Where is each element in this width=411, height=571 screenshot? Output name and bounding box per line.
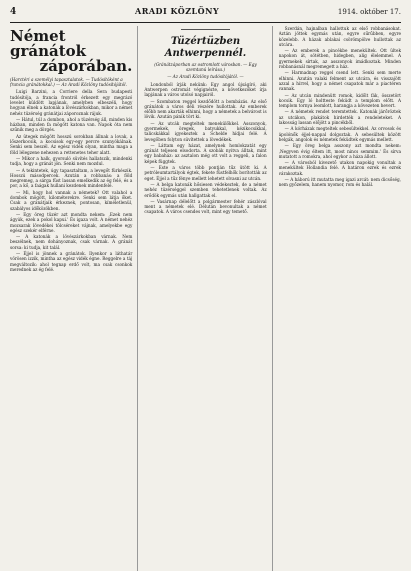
column-3 xyxy=(279,26,401,571)
article-3-paragraph: — A németek rendet teremtettek. Katonák járőröztek az utcákon, plakátok hirdették a rendeleteket. A lakosság lassan előjött a pincékből. xyxy=(278,109,401,126)
article-1-paragraph: — Hátul, túl a dombon, ahol a tüzérség áll, minden kis házban, minden fa mögött katona van. Napok óta nem szűnik meg a dörgés. xyxy=(10,116,133,133)
article-2-paragraph: — Este a város több pontján tűz ütött ki. A petróleumtartályok égtek, fekete füstfelhők borították az eget. Éjjel a tűz fénye mellett lehetett olvasni az utcán. xyxy=(144,165,267,181)
article-1-heading-line-2: záporában. xyxy=(39,57,133,75)
article-1-paragraph: — Éjjel is jönnek a gránátok. Ilyenkor a láthatár vörösen izzik, mintha az egész vidék égne. Reggelre a táj megváltozik: ahol tegnap erdő volt, ma csak csonkok merednek az ég felé. xyxy=(10,251,133,272)
article-1-heading-line-1: Német gránátok xyxy=(10,27,87,60)
article-2-subtitle: (Gránátzáporban az ostromlott városban. — Egy szemtanú leírása.) xyxy=(154,62,257,73)
article-1-paragraph: — A katonák a lövészárkokban várnak. Nem beszélnek, nem dohányoznak, csak várnak. A gránát sorsa: ki tudja, kit talál. xyxy=(10,234,133,250)
article-3-paragraph: — A kórházak megteltek sebesültekkel. Az orvosok és ápolónők éjjel-nappal dolgoztak. A sebesültek között belgák, angolok és németek feküdtek egymás mellett. xyxy=(278,126,401,142)
article-2-heading: Tüzértüzben Antwerpennél. xyxy=(164,36,247,59)
article-2-paragraph: — A belga katonák hősiesen védekeztek, de a német nehéz tüzérséggel szemben tehetetlenek voltak. Az erődök egymás után hallgattak el. xyxy=(144,181,267,198)
divider xyxy=(181,29,230,30)
issue-date: 1914. október 17. xyxy=(337,8,401,16)
article-2-paragraph: Londonból írják nekünk: Egy angol újságíró, aki Antwerpen ostromát végignézte, a következőket írja lapjának a város utolsó napjairól. xyxy=(144,81,267,98)
article-2-paragraph: — Szombaton reggel kezdődött a bombázás. Az első gránátok a város déli részére hullottak. Az emberek előbb nem akarták elhinni, hogy a németek a belvárost is lövik. Azután pánik tört ki. xyxy=(144,98,267,120)
column-2 xyxy=(144,26,272,571)
article-3-paragraph: — Egy öreg belga asszony azt mondta nekem: ,Negyven évig éltem itt, most nincs semmim.' És sírva mutatott a romokra, ahol egykor a háza állott. xyxy=(278,143,401,159)
column-1 xyxy=(10,26,138,571)
article-2-paragraph: — Vasárnap délelőtt a polgármester fehér zászlóval ment a németek elé. Délután bevonultak a német csapatok. A város csendes volt, mint egy temető. xyxy=(144,198,267,215)
article-1-paragraph: — A tekintetek, úgy tapasztaltam, a levegőt fürkészik. Hosszú másodpercek. Azután a robbanás: a föld megremeg, a sárga füst lassan emelkedik az ég felé, és a por, a kő, a faágak hullani kezdenek mindenfelé. xyxy=(10,167,133,189)
columns xyxy=(10,26,401,571)
article-3-paragraph: — A városból kivezető utakon napokig vonultak a menekültek Hollandia felé. A határon ezrek és ezrek várakoztak. xyxy=(278,160,401,176)
article-3-paragraph: — A háború itt mutatta meg igazi arcát: nem dicsőség, nem győzelem, hanem nyomor, rom és halál. xyxy=(278,177,401,188)
article-2-paragraph: — Láttam egy házat, amelynek homlokzatát egy gránát teljesen elsodorta. A szobák nyitva álltak, mint egy babaház: az asztalon még ott volt a reggeli, a falon képek függtek. xyxy=(144,142,267,164)
article-3-paragraph: — Az emberek a pincékbe menekültek. Ott ültek napokon át, sötétben, hidegben, alig élelemmel. A gyermekek sírtak, az asszonyok imádkoztak. Minden robbanásnál megremegett a ház. xyxy=(278,48,401,70)
article-2-byline: — Az Aradi Közlöny tudósítójától. — xyxy=(167,74,244,80)
masthead xyxy=(10,6,401,23)
article-2-paragraph: — Az utcák megteltek menekülőkkel. Asszonyok, gyermekek, öregek, batyukkal, kézikocsikkal, talicskákkal igyekeztek a Schelde hídjai felé. A levegőben folyton süvítettek a lövedékek. xyxy=(144,120,267,142)
article-1-paragraph: — Mi, hogy hol vannak a németek? Ott valahol a dombok mögött, kilométerekre. Senki sem látja őket. Csak a gránátjaik érkeznek, pontosan, kíméletlenül, szabályos időközökben. xyxy=(10,189,133,211)
page-number: 4 xyxy=(10,7,17,17)
newspaper-title: ARADI KÖZLÖNY xyxy=(134,6,220,16)
article-3-paragraph: Szerdán, hajnalban hallottuk az első robbanásokat. Aztán jöttek egymás után, egyre sűrűbben, egyre közelebb. A házak ablakai csörömpölve hullottak az utcára. xyxy=(278,26,401,47)
article-3-paragraph: — Az utcán mindenütt romok, kidőlt fák, összetört kocsik. Egy ló holtteste feküdt a templom előtt. A templom tornya leomlott, harangja a kövezeten hevert. xyxy=(278,92,401,109)
article-1-subtitle: (Harctéri a személyi tapasztalatok. — Tudósítóként a francia gránátokkal.) — Az Aradi Közlöny tudósítójától. xyxy=(10,77,127,88)
article-1-paragraph: Az ütegek mögött hosszú sorokban állnak a lovak, a lőszerkocsik, a kocsisok egy-egy percre szunyókálnak. Senki sem beszél. Az egész vidék olyan, mintha maga a föld lélegzene nehezen a rettenetes teher alatt. xyxy=(10,133,133,155)
article-3-paragraph: — Harmadnap reggel csend lett. Senki sem merte elhinni. Azután valaki felment az utcára, és visszajött azzal a hírrel, hogy a német csapatok már a piactéren vannak. xyxy=(278,70,401,92)
article-1-paragraph: Luigi Barzini, a Corriere della Sera budapesti tudósítója, a francia frontról érkezett egy megrázó levelet küldött lapjának, amelyben elbeszéli, hogy hogyan élnek a katonák a lövészárkokban, mikor a német nehéz tüzérség gránátjai záporoznak rájuk. xyxy=(10,89,133,116)
article-1-paragraph: — Mikor a halk, gyorsuló süvítés hallatszik, mindenki tudja, hogy a gránát jön. Senki nem mozdul. xyxy=(10,155,133,167)
article-1-paragraph: — Egy öreg tüzér azt mondta nekem: ,Ezek nem ágyúk, ezek a pokol kapui.' És igaza volt. A német nehéz mozsarak lövedékei tölcséreket vájnak, amelyekbe egy egész szekér elférne. xyxy=(10,211,133,233)
